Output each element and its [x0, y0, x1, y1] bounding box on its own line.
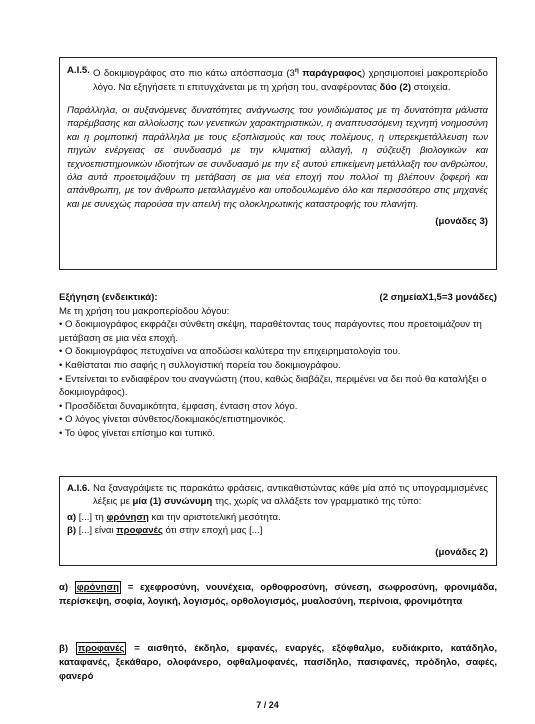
answer-intro: Με τη χρήση του μακροπερίοδου λόγου:	[59, 305, 230, 317]
superscript: η	[294, 67, 299, 74]
question-text-middle: ) χρησιμοποιεί μακροπερίοδο λόγο. Να εξηγήσετε τι επιτυγχάνεται με τη χρήση του, αναφέροντας	[93, 68, 488, 93]
answer-bullet: • Εντείνεται το ενδιαφέρον του αναγνώστη (που, καθώς διαβάζει, περιμένει να δει πού θα καταλήξει ο δοκιμιογράφος).	[59, 373, 487, 399]
count-emphasis: δύο (2)	[379, 81, 412, 93]
answer-bullet: • Προσδίδεται δυναμικότητα, έμφαση, ένταση στον λόγο.	[59, 400, 298, 412]
framed-word-b: προφανές	[77, 643, 125, 654]
underlined-word-b: προφανές	[116, 525, 163, 537]
synonyms-b-list: = αισθητό, έκδηλο, εμφανές, εναργές, εξόφθαλμο, ευδιάκριτο, κατάδηλο, καταφανές, ξεκάθαρο, ολοφάνερο, οφθαλμοφανές, πασίδηλο, πασιφανές, πρόδηλο, σαφές, φανερό	[59, 643, 497, 682]
phrase-b-end: ότι στην εποχή μας [...]	[165, 525, 263, 537]
question-text-end: της, χωρίς να αλλάξετε τον γραμματικό της τύπο:	[214, 496, 422, 508]
phrase-a-end: και την αριστοτελική μεσότητα.	[151, 511, 281, 523]
question-box-a-i-5	[59, 57, 497, 270]
phrase-a-start: [...] τη	[78, 511, 104, 523]
answer-score: (2 σημείαΧ1,5=3 μονάδες)	[379, 292, 497, 303]
question-text	[93, 64, 488, 94]
question-box-a-i-6	[59, 476, 497, 566]
answer-a-i-5	[59, 291, 497, 441]
count-emphasis: μία (1) συνώνυμη	[132, 496, 213, 508]
question-text	[93, 482, 488, 509]
question-number: Α.Ι.6.	[67, 483, 90, 494]
answer-bullet: • Ο δοκιμιογράφος εκφράζει σύνθετη σκέψη, παραθέτοντας τους παράγοντες που προετοιμάζουν τη μετάβαση σε μια νέα εποχή.	[59, 319, 482, 344]
phrase-b-start: [...] είναι	[78, 525, 114, 537]
question-header	[67, 64, 488, 94]
points-label: (μονάδες 2)	[435, 546, 488, 558]
question-header	[67, 482, 488, 509]
synonyms-b-label: β)	[59, 643, 69, 654]
framed-word-a: φρόνηση	[76, 582, 120, 593]
answer-title: Εξήγηση (ενδεικτικά):	[59, 292, 158, 303]
passage-excerpt: Παράλληλα, οι αυξανόμενες δυνατότητες ανάγνωσης του γονιδιώματος με τη δυνατότητα μάλιστα παρέμβασης και αλλοίωσης των γενετικών χαρακτηριστικών, η αναπτυσσόμενη τεχνητή νοημοσύνη και η ρομποτική παράλληλα με τους εξοπλισμούς και τους πολέμους, η υπερεκμετάλλευση των πηγών ενέργειας σε συνδυασμό με την κλιματική αλλαγή, η σύζευξη βιολογικών και τεχνοεπιστημονικών ιδιοτήτων σε συνδυασμό με την εξ αυτού επικείμενη μετάλλαξη του ανθρώπου, όλα αυτά προετοιμάζουν τη μετάβαση σε μια νέα εποχή που πολλοί τη βλέπουν ζοφερή και απάνθρωπη, με τον άνθρωπο μεταλλαγμένο και υποδουλωμένο όλο και περισσότερο στις μηχανές και με συνεχώς παρούσα την απειλή της ολοκληρωτικής καταστροφής του πλανήτη.	[67, 105, 488, 210]
points-label: (μονάδες 3)	[435, 216, 488, 228]
synonyms-a	[59, 581, 497, 609]
question-text-end: στοιχεία.	[413, 81, 451, 93]
phrase-b-label: β)	[67, 525, 77, 537]
phrase-b	[67, 524, 488, 537]
answer-bullet: • Καθίσταται πιο σαφής η συλλογιστική πορεία του δοκιμιογράφου.	[59, 359, 341, 371]
phrase-a-label: α)	[67, 511, 77, 523]
synonyms-b	[59, 642, 497, 684]
answer-bullet: • Ο λόγος γίνεται σύνθετος/δοκιμιακός/επιστημονικός.	[59, 414, 286, 426]
question-number: Α.Ι.5.	[67, 65, 90, 76]
phrase-a	[67, 511, 488, 524]
answer-bullet: • Ο δοκιμιογράφος πετυχαίνει να αποδώσει καλύτερα την επιχειρηματολογία του.	[59, 346, 401, 358]
question-text-start: Να ξαναγράψετε τις παρακάτω φράσεις, αντικαθιστώντας κάθε μία από τις υπογραμμισμένες λέξεις με	[93, 483, 488, 508]
page-number: 7 / 24	[256, 700, 279, 710]
answer-header	[59, 291, 497, 305]
synonyms-a-label: α)	[59, 582, 69, 593]
underlined-word-a: φρόνηση	[106, 511, 149, 523]
answer-bullet: • Το ύφος γίνεται επίσημο και τυπικό.	[59, 427, 216, 439]
paragraph-word: παράγραφος	[302, 68, 362, 80]
question-text-start: Ο δοκιμιογράφος στο πιο κάτω απόσπασμα (3	[93, 68, 295, 80]
synonyms-a-list: = εχεφροσύνη, νουνέχεια, ορθοφροσύνη, σύνεση, σωφροσύνη, φρονιμάδα, περίσκεψη, σοφία, λογική, λογισμός, ορθολογισμός, μυαλοσύνη, περίνοια, φρονιμότητα	[59, 582, 497, 607]
